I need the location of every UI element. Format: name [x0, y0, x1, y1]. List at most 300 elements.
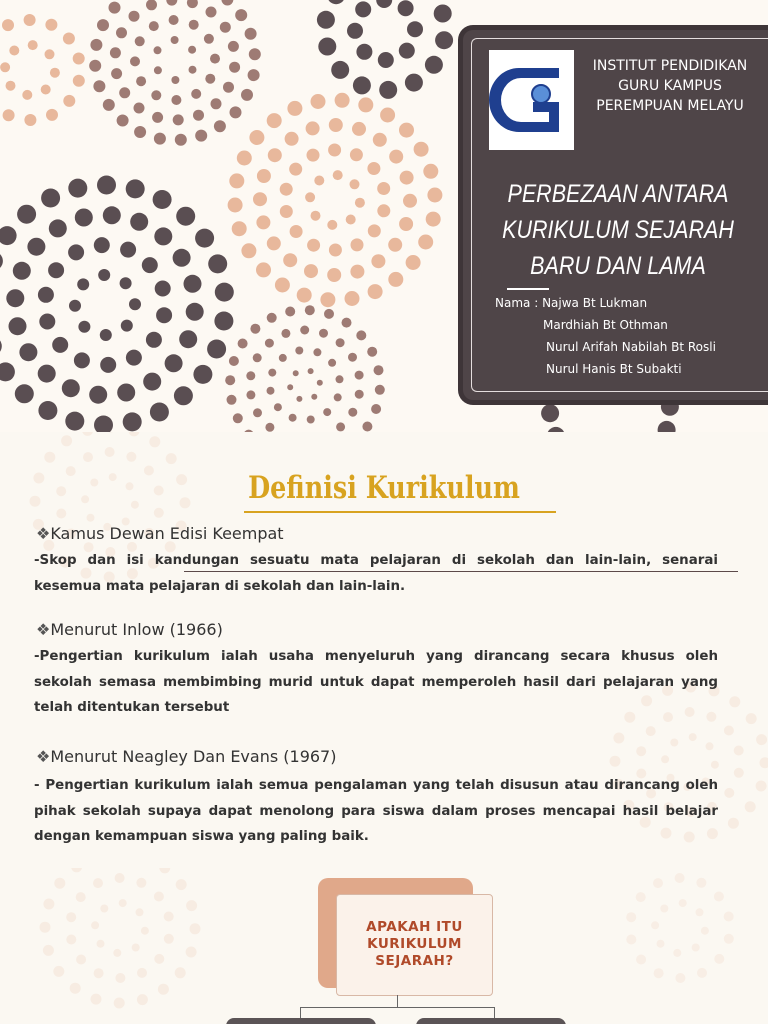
decorative-dot [228, 198, 243, 213]
decorative-dot [97, 176, 116, 195]
decorative-dot [425, 56, 443, 74]
question-line-3: SEJARAH? [375, 953, 454, 969]
decorative-dot [2, 19, 14, 31]
decorative-dot [28, 40, 38, 50]
institution-name [581, 56, 759, 116]
decorative-dot [348, 408, 357, 417]
decorative-dot [98, 269, 110, 281]
author-name-1: Najwa Bt Lukman [542, 296, 648, 310]
title-slide [0, 0, 768, 432]
decorative-dot [675, 873, 685, 883]
decorative-dot [186, 947, 197, 958]
decorative-dot [238, 339, 248, 349]
decorative-dot [246, 390, 255, 399]
decorative-dot [103, 206, 121, 224]
decorative-dot [374, 365, 384, 375]
question-line-1: APAKAH ITU [366, 919, 463, 935]
decorative-dot [248, 69, 260, 81]
decorative-dot [152, 112, 163, 123]
decorative-dot [434, 5, 452, 23]
decorative-dot [756, 734, 767, 745]
decorative-dot [305, 192, 315, 202]
decorative-dot [195, 130, 207, 142]
decorative-dot [154, 66, 162, 74]
decorative-dot [117, 384, 135, 402]
decorative-dot [225, 375, 235, 385]
decorative-dot [189, 66, 197, 74]
decorative-dot [73, 53, 85, 65]
decorative-dot [154, 133, 166, 145]
decorative-dot [62, 379, 80, 397]
section-title-kamus-dewan [36, 524, 284, 543]
decorative-dot [729, 696, 740, 707]
decorative-dot [43, 945, 54, 956]
decorative-dot [149, 436, 160, 447]
decorative-dot [371, 404, 381, 414]
decorative-dot [336, 422, 345, 431]
decorative-dot [373, 133, 387, 147]
decorative-dot [362, 422, 372, 432]
decorative-dot [100, 329, 112, 341]
decorative-dot [137, 994, 148, 1005]
decorative-dot [89, 60, 101, 72]
decorative-dot [423, 164, 438, 179]
decorative-dot [228, 41, 239, 52]
decorative-dot [724, 934, 734, 944]
decorative-dot [93, 80, 105, 92]
decorative-dot [17, 205, 36, 224]
decorative-dot [208, 254, 227, 273]
decorative-dot [314, 176, 324, 186]
decorative-dot [289, 163, 302, 176]
decorative-dot [267, 387, 275, 395]
decorative-dot [52, 337, 68, 353]
decorative-dot [318, 38, 336, 56]
decorative-dot [141, 927, 149, 935]
decorative-dot [186, 900, 197, 911]
decorative-dot [407, 21, 423, 37]
decorative-dot [673, 949, 681, 957]
decorative-dot [253, 353, 262, 362]
decorative-dot [267, 236, 281, 250]
decorative-dot [24, 114, 36, 126]
decorative-dot [115, 973, 125, 983]
decorative-dot [324, 309, 334, 319]
question-box [336, 894, 493, 996]
decorative-dot [346, 215, 356, 225]
decorative-dot [367, 162, 380, 175]
decorative-dot [100, 905, 108, 913]
decorative-dot [204, 34, 214, 44]
decorative-dot [189, 20, 199, 30]
decorative-dot [164, 912, 174, 922]
decorative-dot [193, 110, 204, 121]
decorative-dot [350, 265, 364, 279]
decorative-dot [13, 262, 31, 280]
section-title-neagley-evans [36, 747, 336, 766]
question-line-2: KURIKULUM [367, 936, 462, 952]
decorative-dot [377, 182, 390, 195]
decorative-dot [389, 150, 403, 164]
decorative-dot [323, 408, 331, 416]
decorative-dot [176, 879, 187, 890]
connector-horizontal [300, 1007, 494, 1008]
decorative-dot [44, 452, 55, 463]
decorative-dot [105, 432, 116, 433]
decorative-dot [249, 48, 261, 60]
decorative-dot [658, 421, 676, 432]
decorative-dot [39, 314, 55, 330]
decorative-dot [724, 912, 734, 922]
decorative-dot [136, 76, 146, 86]
decorative-dot [626, 935, 636, 945]
decorative-dot [400, 171, 414, 185]
decorative-dot [159, 868, 170, 873]
definition-text-kamus-dewan: -Skop dan isi kandungan sesuatu mata pelajaran di sekolah dan lain-lain, senarai kesemua mata pelajaran di sekolah dan lain-lain. [34, 553, 718, 594]
decorative-dot [15, 384, 34, 403]
decorative-dot [136, 908, 144, 916]
decorative-dot [283, 253, 297, 267]
decorative-dot [379, 81, 397, 99]
decorative-dot [0, 226, 17, 245]
decorative-dot [116, 27, 127, 38]
decorative-dot [142, 257, 158, 273]
decorative-dot [403, 194, 417, 208]
presentation-title [493, 176, 742, 284]
decorative-dot [70, 983, 81, 994]
decorative-dot [355, 371, 364, 380]
decorative-dot [646, 726, 656, 736]
decorative-dot [94, 416, 113, 433]
decorative-dot [256, 262, 271, 277]
decorative-dot [734, 768, 744, 778]
decorative-dot [328, 144, 341, 157]
decorative-dot [38, 365, 56, 383]
decorative-dot [87, 514, 95, 522]
decorative-dot [697, 968, 707, 978]
decorative-dot [126, 179, 145, 198]
bullet-diamond-icon: ❖ [36, 524, 51, 543]
decorative-dot [136, 878, 146, 888]
decorative-dot [427, 188, 442, 203]
decorative-dot [61, 435, 72, 446]
decorative-dot [76, 955, 86, 965]
decorative-dot [113, 949, 121, 957]
decorative-dot [285, 307, 295, 317]
decorative-dot [235, 9, 247, 21]
decorative-dot [237, 151, 252, 166]
decorative-dot [327, 0, 345, 4]
decorative-dot [83, 452, 93, 462]
decorative-dot [399, 43, 415, 59]
decorative-dot [541, 404, 559, 422]
child-box-left [226, 1018, 376, 1024]
decorative-dot [6, 289, 24, 307]
decorative-dot [267, 113, 282, 128]
decorative-dot [689, 733, 697, 741]
decorative-dot [46, 109, 58, 121]
decorative-dot [378, 52, 394, 68]
decorative-dot [137, 968, 147, 978]
decorative-dot [307, 239, 320, 252]
section-title-inlow [36, 620, 223, 639]
decorative-dot [311, 394, 317, 400]
decorative-dot [331, 61, 349, 79]
decorative-dot [657, 940, 665, 948]
decorative-dot [307, 149, 320, 162]
decorative-dot [756, 781, 767, 792]
decorative-dot [41, 85, 51, 95]
decorative-dot [0, 362, 15, 381]
decorative-dot [135, 36, 145, 46]
decorative-dot [377, 204, 390, 217]
decorative-dot [76, 892, 86, 902]
decorative-dot [97, 19, 109, 31]
decorative-dot [728, 818, 739, 829]
decorative-dot [56, 486, 66, 496]
decorative-dot [328, 359, 336, 367]
decorative-dot [313, 348, 321, 356]
decorative-dot [351, 238, 364, 251]
decorative-dot [285, 132, 299, 146]
decorative-dot [223, 82, 234, 93]
decorative-dot [714, 954, 724, 964]
decorative-dot [418, 235, 433, 250]
decorative-dot [265, 423, 274, 432]
decorative-dot [40, 922, 51, 933]
decorative-dot [171, 76, 179, 84]
decorative-dot [115, 873, 125, 883]
decorative-dot [100, 357, 116, 373]
decorative-dot [195, 229, 214, 248]
decorative-dot [134, 126, 146, 138]
section-title-text: Kamus Dewan Edisi Keempat [50, 524, 284, 543]
decorative-dot [193, 365, 212, 384]
decorative-dot [287, 101, 302, 116]
decorative-dot [734, 746, 744, 756]
child-box-right [416, 1018, 566, 1024]
decorative-dot [253, 408, 262, 417]
decorative-dot [329, 244, 342, 257]
decorative-dot [132, 944, 140, 952]
title-line-1: PERBEZAAN ANTARA [507, 180, 729, 208]
decorative-dot [661, 398, 679, 416]
decorative-dot [186, 303, 204, 321]
decorative-dot [367, 347, 377, 357]
decorative-dot [91, 994, 102, 1005]
decorative-dot [120, 242, 136, 258]
decorative-dot [280, 183, 293, 196]
decorative-dot [134, 103, 145, 114]
decorative-dot [268, 369, 276, 377]
decorative-dot [129, 298, 141, 310]
decorative-dot [281, 329, 290, 338]
decorative-dot [117, 115, 129, 127]
decorative-dot [342, 318, 352, 328]
decorative-dot [214, 312, 233, 331]
decorative-dot [714, 892, 724, 902]
decorative-dot [179, 330, 197, 348]
decorative-dot [94, 237, 110, 253]
decorative-dot [246, 371, 255, 380]
decorative-dot [69, 300, 81, 312]
decorative-dot [398, 0, 414, 16]
decorative-dot [146, 0, 157, 10]
decorative-dot [214, 120, 226, 132]
decorative-dot [33, 473, 44, 484]
decorative-dot [257, 169, 271, 183]
decorative-dot [296, 396, 302, 402]
names-label: Nama : [495, 296, 539, 310]
text-underline [184, 571, 738, 572]
decorative-dot [97, 940, 105, 948]
definition-text-neagley-evans: - Pengertian kurikulum ialah semua pengalaman yang telah disusun atau dirancang oleh pihak sekolah supaya dapat menolong para siswa dalam proses mencapai hasil belajar dengan kemampuan siswa yang paling baik. [34, 778, 718, 844]
decorative-dot [188, 46, 196, 54]
decorative-dot [406, 255, 421, 270]
decorative-dot [335, 93, 350, 108]
decorative-dot [173, 114, 184, 125]
decorative-dot [636, 892, 646, 902]
decorative-dot [696, 878, 706, 888]
decorative-dot [626, 912, 636, 922]
decorative-dot [388, 238, 402, 252]
decorative-dot [154, 892, 164, 902]
decorative-dot [171, 95, 181, 105]
decorative-dot [692, 944, 700, 952]
decorative-dot [287, 384, 293, 390]
bullet-diamond-icon: ❖ [36, 747, 51, 766]
decorative-dot [249, 130, 264, 145]
decorative-dot [0, 252, 3, 271]
decorative-dot [9, 317, 27, 335]
decorative-dot [256, 215, 270, 229]
decorative-dot [275, 278, 290, 293]
decorative-dot [724, 726, 734, 736]
decorative-dot [399, 217, 413, 231]
decorative-dot [306, 121, 320, 135]
decorative-dot [230, 106, 242, 118]
decorative-dot [93, 878, 103, 888]
decorative-dot [56, 509, 66, 519]
decorative-dot [121, 320, 133, 332]
decorative-dot [45, 19, 57, 31]
author-name-4: Nurul Hanis Bt Subakti [546, 362, 682, 376]
decorative-dot [24, 14, 36, 26]
decorative-dot [103, 99, 115, 111]
decorative-dot [130, 213, 148, 231]
decorative-dot [27, 238, 45, 256]
decorative-dot [220, 22, 231, 33]
decorative-dot [154, 227, 172, 245]
decorative-dot [300, 326, 309, 335]
decorative-dot [38, 401, 57, 420]
decorative-dot [153, 190, 172, 209]
decorative-dot [63, 95, 75, 107]
decorative-dot [653, 878, 663, 888]
decorative-dot [304, 264, 318, 278]
decorative-dot [151, 90, 161, 100]
decorative-dot [380, 108, 395, 123]
decorative-dot [696, 908, 704, 916]
decorative-dot [175, 967, 186, 978]
decorative-dot [660, 905, 668, 913]
decorative-dot [176, 207, 195, 226]
institution-line-1: INSTITUT PENDIDIKAN [592, 58, 748, 74]
section-title-text: Menurut Inlow (1966) [50, 620, 223, 639]
decorative-dot [190, 923, 201, 934]
bullet-diamond-icon: ❖ [36, 620, 51, 639]
decorative-dot [119, 87, 130, 98]
decorative-dot [0, 62, 10, 72]
decorative-dot [175, 134, 187, 146]
decorative-dot [49, 219, 67, 237]
decorative-dot [241, 89, 253, 101]
decorative-dot [274, 403, 282, 411]
decorative-dot [68, 179, 87, 198]
decorative-dot [289, 414, 297, 422]
decorative-dot [320, 292, 335, 307]
decorative-dot [317, 380, 323, 386]
question-text [337, 919, 492, 970]
decorative-dot [305, 305, 315, 315]
decorative-dot [174, 386, 193, 405]
author-name-2: Mardhiah Bt Othman [543, 318, 668, 332]
decorative-dot [89, 386, 107, 404]
decorative-dot [265, 339, 274, 348]
decorative-dot [355, 1, 371, 17]
decorative-dot [356, 44, 372, 60]
decorative-dot [227, 395, 237, 405]
decorative-dot [110, 47, 121, 58]
decorative-dot [290, 225, 303, 238]
decorative-dot [336, 338, 345, 347]
decorative-dot [210, 54, 220, 64]
heading-underline [244, 511, 556, 513]
decorative-dot [74, 352, 90, 368]
decorative-dot [368, 224, 381, 237]
decorative-dot [68, 244, 84, 260]
decorative-dot [307, 416, 315, 424]
institution-line-2: GURU KAMPUS [618, 78, 722, 94]
decorative-dot [155, 281, 171, 297]
decorative-dot [329, 118, 343, 132]
decorative-dot [53, 966, 64, 977]
decorative-dot [65, 412, 84, 431]
decorative-dot [388, 272, 403, 287]
decorative-dot [71, 868, 82, 872]
decorative-dot [41, 189, 60, 208]
decorative-dot [745, 801, 756, 812]
decorative-dot [207, 340, 226, 359]
decorative-dot [173, 249, 191, 267]
title-divider [507, 288, 549, 290]
decorative-dot [706, 742, 714, 750]
decorative-dot [109, 2, 121, 14]
logo-text: iPG [505, 95, 530, 110]
decorative-dot [221, 0, 233, 6]
question-slide [0, 868, 768, 1024]
slide-heading: Definisi Kurikulum [248, 470, 520, 506]
decorative-dot [327, 220, 337, 230]
decorative-dot [279, 354, 287, 362]
decorative-dot [352, 122, 366, 136]
decorative-dot [166, 453, 177, 464]
decorative-dot [158, 984, 169, 995]
decorative-dot [280, 205, 293, 218]
decorative-dot [126, 350, 142, 366]
decorative-dot [293, 370, 299, 376]
decorative-dot [30, 496, 41, 507]
